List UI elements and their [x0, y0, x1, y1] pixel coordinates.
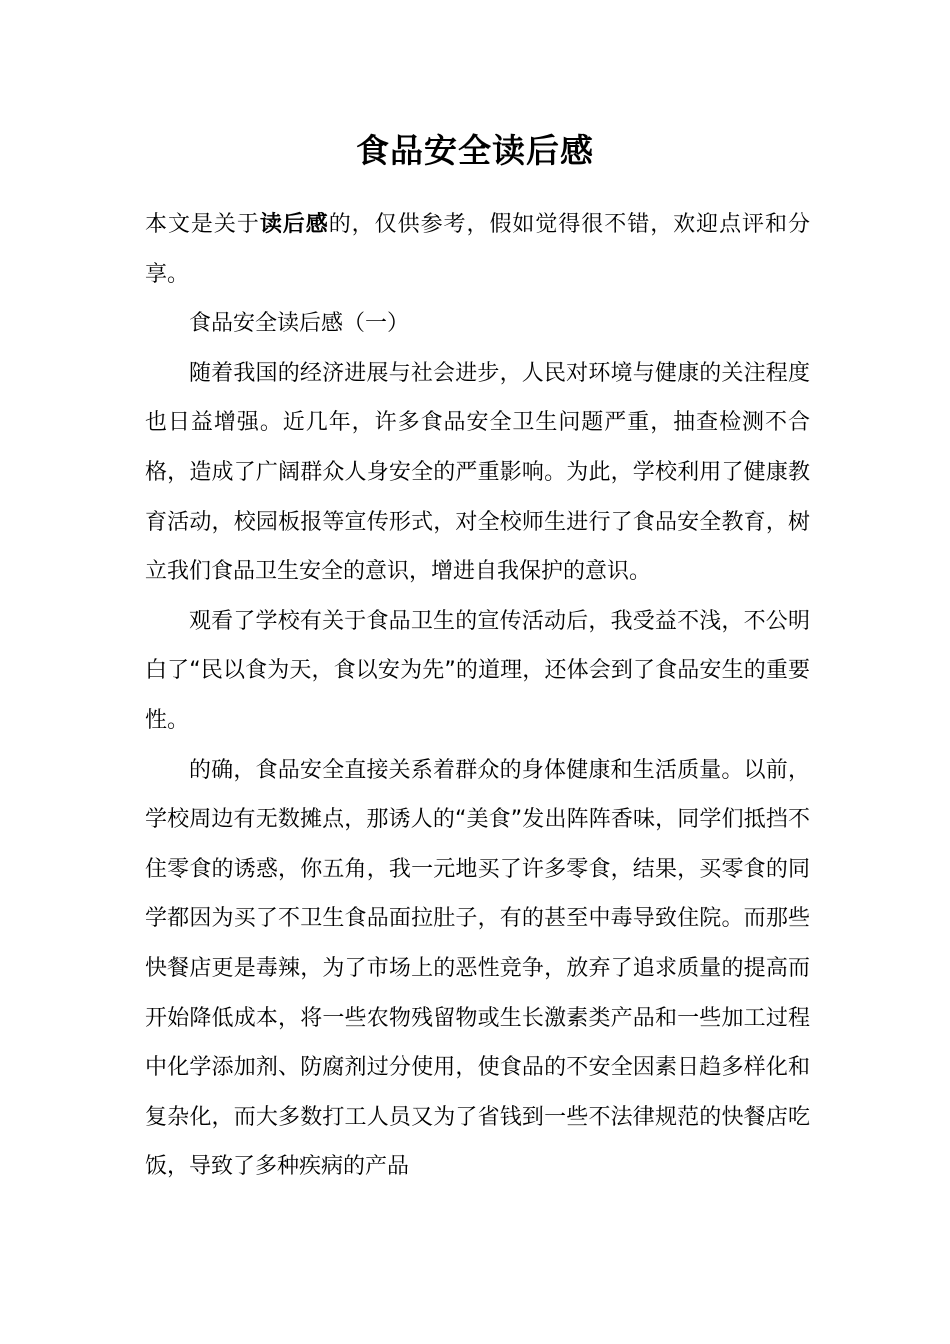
document-body [145, 200, 810, 1192]
body-paragraph-1: 随着我国的经济进展与社会进步，人民对环境与健康的关注程度也日益增强。近几年，许多食品安全卫生问题严重，抽查检测不合格，造成了广阔群众人身安全的严重影响。为此，学校利用了健康教育活动，校园板报等宣传形式，对全校师生进行了食品安全教育，树立我们食品卫生安全的意识，增进自我保护的意识。 [145, 360, 810, 585]
intro-text-after: 的，仅供参考，假如觉得很不错，欢迎点评和分享。 [145, 212, 810, 287]
intro-text-before: 本文是关于 [145, 212, 260, 237]
body-paragraph-2: 观看了学校有关于食品卫生的宣传活动后，我受益不浅，不公明白了“民以食为天，食以安为先”的道理，还体会到了食品安生的重要性。 [145, 608, 810, 733]
body-paragraph-3: 的确，食品安全直接关系着群众的身体健康和生活质量。以前，学校周边有无数摊点，那诱人的“美食”发出阵阵香味，同学们抵挡不住零食的诱惑，你五角，我一元地买了许多零食，结果，买零食的同学都因为买了不卫生食品面拉肚子，有的甚至中毒导致住院。而那些快餐店更是毒辣，为了市场上的恶性竞争，放弃了追求质量的提高而开始降低成本，将一些农物残留物或生长激素类产品和一些加工过程中化学添加剂、防腐剂过分使用，使食品的不安全因素日趋多样化和复杂化，而大多数打工人员又为了省钱到一些不法律规范的快餐店吃饭，导致了多种疾病的产品 [145, 757, 810, 1180]
section-heading: 食品安全读后感（一） [189, 311, 410, 337]
document-title: 食品安全读后感 [356, 131, 594, 170]
intro-keyword: 读后感 [259, 212, 329, 237]
intro-paragraph [145, 200, 810, 299]
